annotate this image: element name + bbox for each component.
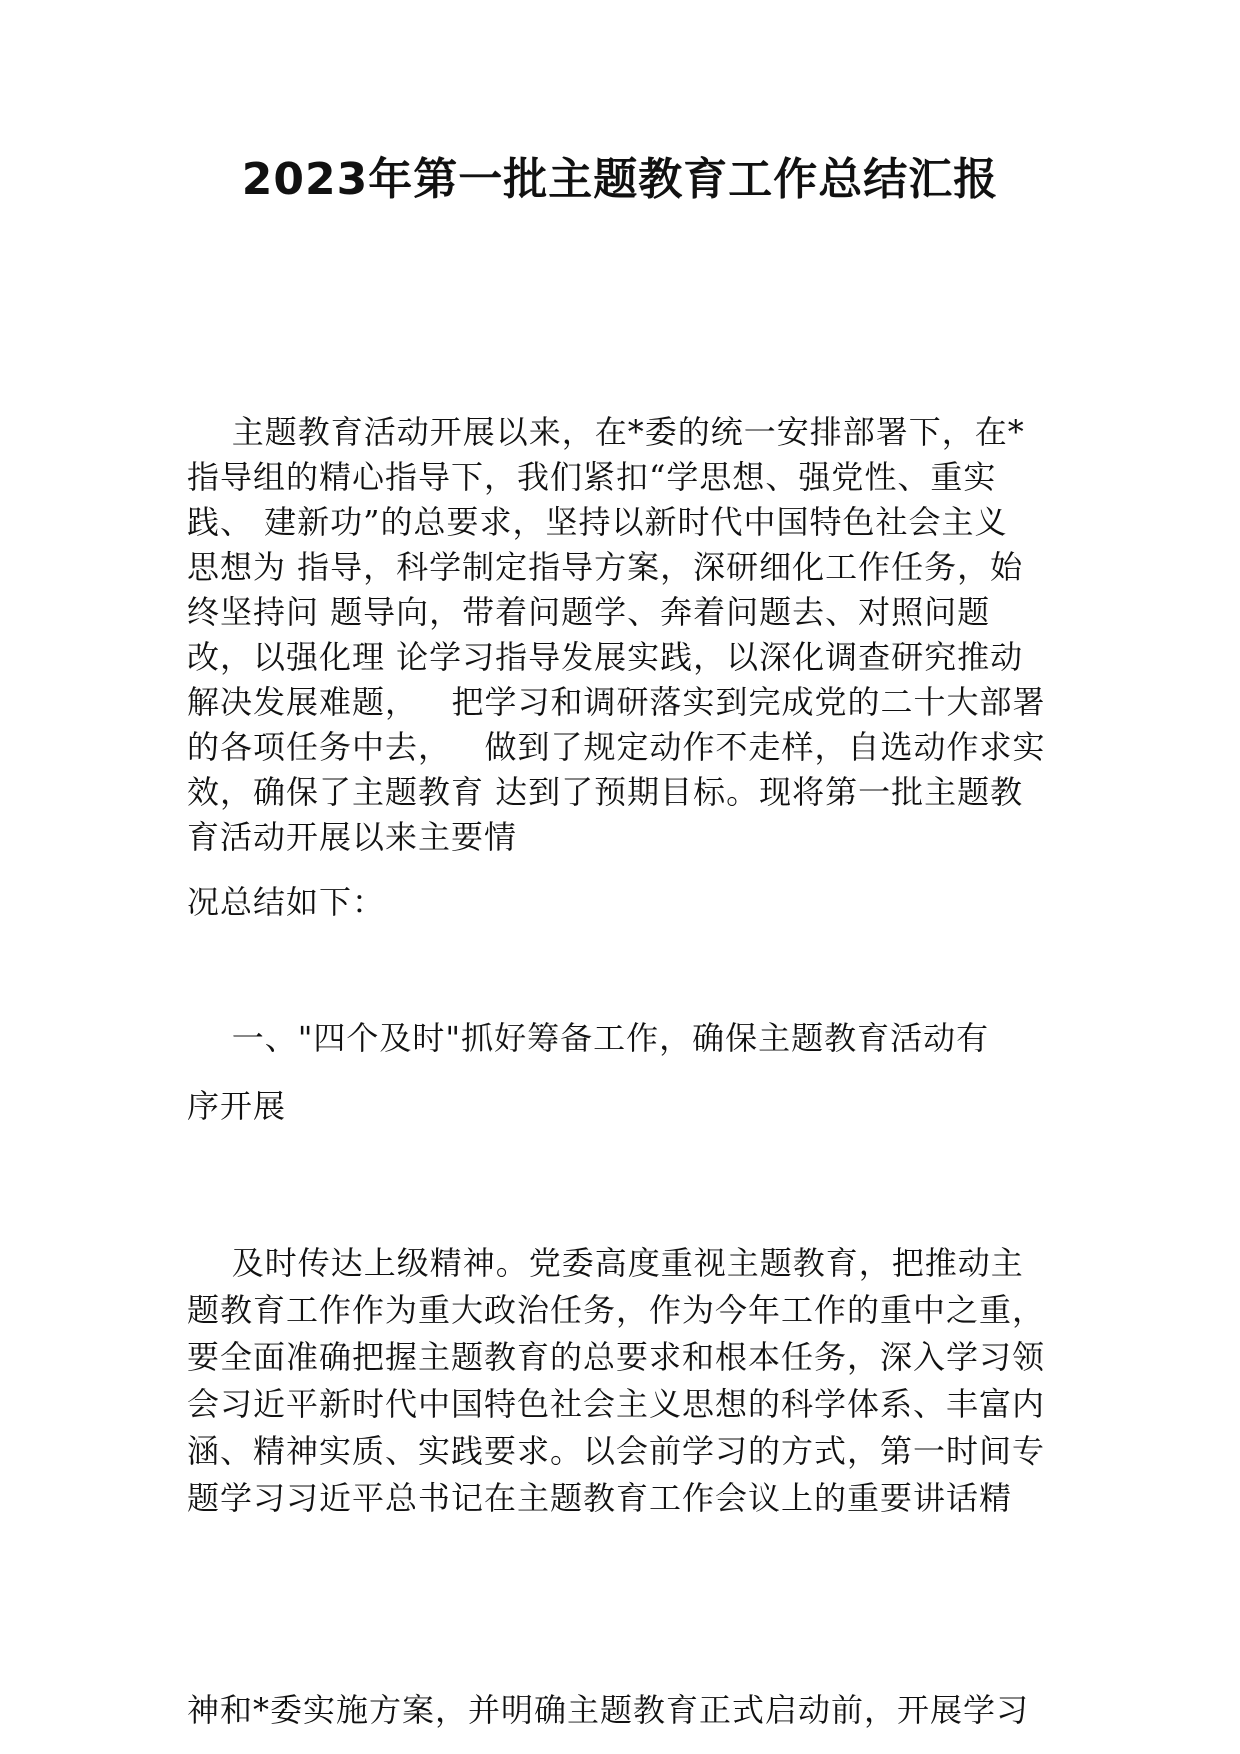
intro-line: 主题教育活动开展以来，在*委的统一安排部署下，在* — [187, 413, 1025, 451]
body-line: 涵、精神实质、实践要求。以会前学习的方式，第一时间专 — [187, 1432, 1046, 1470]
body-line: 神和*委实施方案，并明确主题教育正式启动前，开展学习 — [187, 1691, 1030, 1729]
intro-line: 指导组的精心指导下，我们紧扣“学思想、强党性、重实 — [187, 458, 997, 496]
intro-line: 思想为 指导，科学制定指导方案，深研细化工作任务，始 — [187, 548, 1024, 586]
section-heading-line: 一、"四个及时"抓好筹备工作，确保主题教育活动有 — [187, 1019, 990, 1057]
body-line: 要全面准确把握主题教育的总要求和根本任务，深入学习领 — [187, 1338, 1046, 1376]
intro-line: 的各项任务中去， 做到了规定动作不走样，自选动作求实 — [187, 728, 1046, 766]
body-line: 及时传达上级精神。党委高度重视主题教育，把推动主 — [187, 1244, 1024, 1282]
body-line: 会习近平新时代中国特色社会主义思想的科学体系、丰富内 — [187, 1385, 1046, 1423]
intro-line: 况总结如下： — [187, 883, 386, 921]
document-title: 2023年第一批主题教育工作总结汇报 — [241, 154, 999, 205]
body-line: 题学习习近平总书记在主题教育工作会议上的重要讲话精 — [187, 1479, 1013, 1517]
body-line: 题教育工作作为重大政治任务，作为今年工作的重中之重， — [187, 1291, 1046, 1329]
intro-line: 终坚持问 题导向，带着问题学、奔着问题去、对照问题 — [187, 593, 991, 631]
intro-line: 解决发展难题， 把学习和调研落实到完成党的二十大部署 — [187, 683, 1046, 721]
intro-line: 改，以强化理 论学习指导发展实践，以深化调查研究推动 — [187, 638, 1024, 676]
intro-line: 效，确保了主题教育 达到了预期目标。现将第一批主题教 — [187, 773, 1024, 811]
intro-line: 育活动开展以来主要情 — [187, 818, 518, 856]
intro-line: 践、 建新功”的总要求，坚持以新时代中国特色社会主义 — [187, 503, 1008, 541]
section-heading-line: 序开展 — [187, 1087, 287, 1125]
